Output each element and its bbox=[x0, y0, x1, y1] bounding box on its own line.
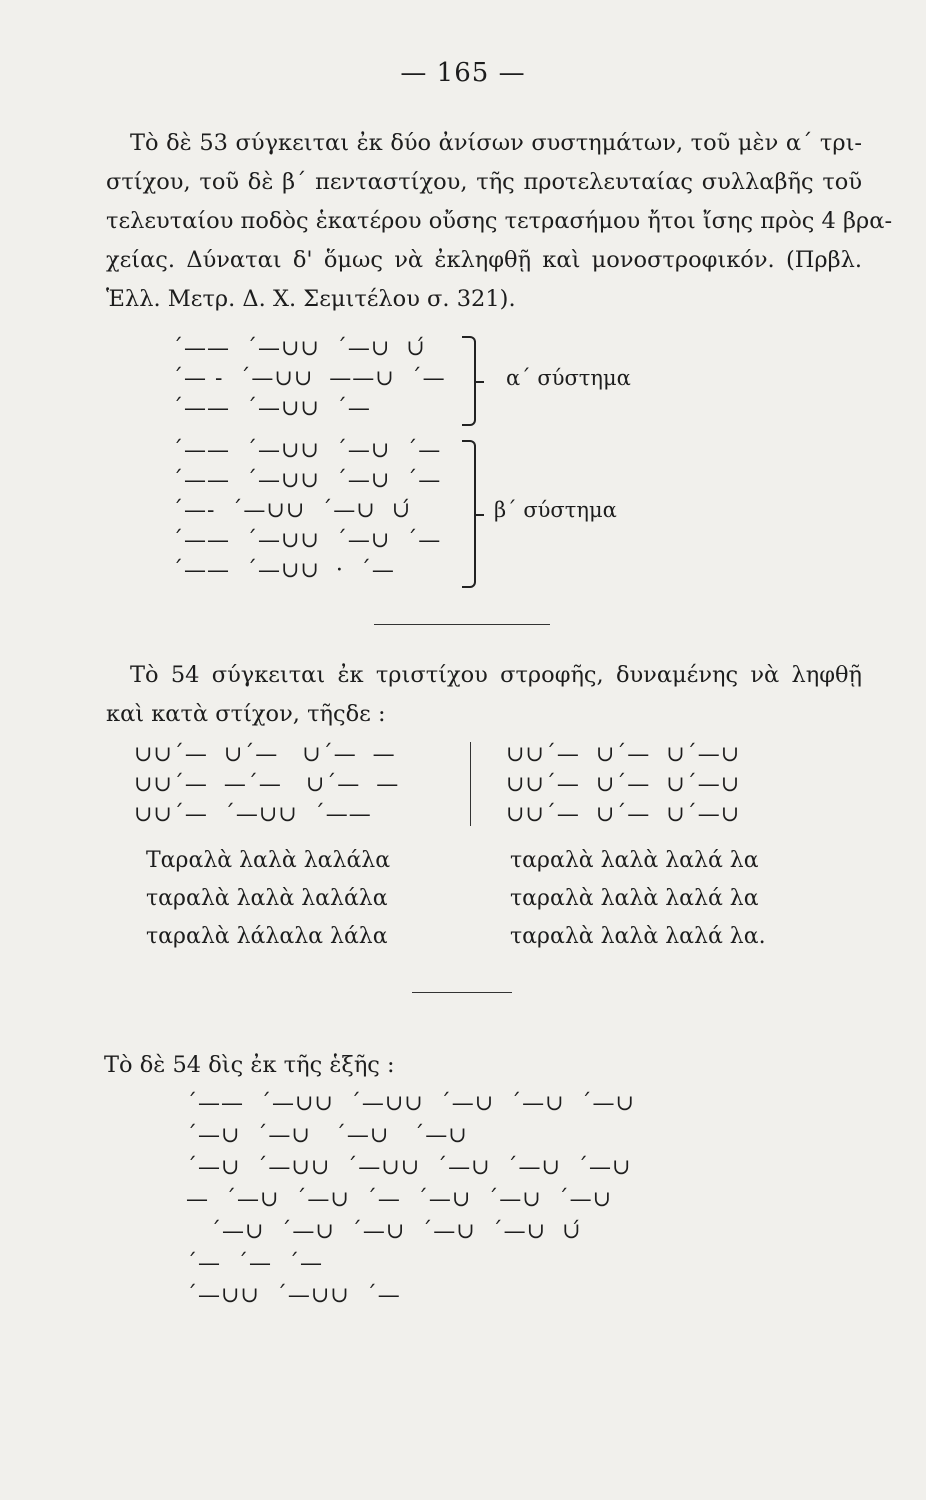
metrical-line: ´— - ´—∪∪ ——∪ ´— bbox=[172, 366, 446, 391]
metrical-line: ∪∪´— ∪´— ∪´— — bbox=[134, 742, 396, 767]
metrical-line: ´—∪ ´—∪∪ ´—∪∪ ´—∪ ´—∪ ´—∪ bbox=[186, 1155, 632, 1180]
verse-line: ταραλὰ λάλαλα λάλα bbox=[146, 924, 388, 949]
paragraph-54 bbox=[106, 656, 862, 734]
text-line: χείας. Δύναται δ' ὅμως νὰ ἐκληφθῇ καὶ μονοστροφικόν. (Πρβλ. bbox=[106, 247, 862, 273]
metrical-line: ´—— ´—∪∪ ´— bbox=[172, 396, 371, 421]
metrical-line: ´—∪ ´—∪ ´—∪ ´—∪ ´—∪ ∪́ bbox=[186, 1219, 582, 1244]
metrical-line: ´—— ´—∪∪ ´—∪∪ ´—∪ ´—∪ ´—∪ bbox=[186, 1091, 635, 1116]
metrical-line: ´—∪ ´—∪ ´—∪ ´—∪ bbox=[186, 1123, 468, 1148]
metrical-scheme-c bbox=[186, 1088, 635, 1312]
text-line: Τὸ 54 σύγκειται ἐκ τριστίχου στροφῆς, δυναμένης νὰ ληφθῇ bbox=[130, 662, 862, 688]
page-number: — 165 — bbox=[400, 58, 526, 88]
metrical-line: ´—∪∪ ´—∪∪ ´— bbox=[186, 1283, 401, 1308]
intro-paragraph bbox=[106, 124, 893, 319]
system-label-b: β΄ σύστημα bbox=[494, 498, 617, 522]
column-divider bbox=[470, 742, 471, 826]
section-divider bbox=[374, 624, 550, 625]
metrical-line: ´—— ´—∪∪ ´—∪ ´— bbox=[172, 438, 442, 463]
metrical-line: ∪∪´— ´—∪∪ ´—— bbox=[134, 802, 372, 827]
text-line: τελευταίου ποδὸς ἑκατέρου οὔσης τετρασήμου ἤτοι ἴσης πρὸς 4 βρα- bbox=[106, 208, 893, 234]
verse-line: ταραλὰ λαλὰ λαλά λα bbox=[510, 886, 759, 911]
section-divider bbox=[412, 992, 512, 993]
verse-left bbox=[146, 842, 390, 956]
meter-left bbox=[134, 740, 399, 830]
metrical-line: ∪∪´— ∪´— ∪´—∪ bbox=[506, 802, 741, 827]
brace-b bbox=[462, 440, 476, 588]
metrical-scheme-a bbox=[172, 334, 446, 424]
text-line: Τὸ δὲ 54 δὶς ἐκ τῆς ἑξῆς : bbox=[104, 1052, 395, 1078]
metrical-line: ´—— ´—∪∪ ´—∪ ´— bbox=[172, 468, 442, 493]
text-line: καὶ κατὰ στίχον, τῆςδε : bbox=[106, 701, 386, 727]
meter-right bbox=[506, 740, 740, 830]
paragraph-54-bis bbox=[104, 1046, 395, 1085]
metrical-line: ´—— ´—∪∪ ´—∪ ´— bbox=[172, 528, 442, 553]
verse-line: ταραλὰ λαλὰ λαλά λα bbox=[510, 848, 759, 873]
metrical-line: ∪∪´— ∪´— ∪´—∪ bbox=[506, 772, 741, 797]
text-line: Ἑλλ. Μετρ. Δ. Χ. Σεμιτέλου σ. 321). bbox=[106, 286, 516, 312]
metrical-scheme-b bbox=[172, 436, 441, 586]
metrical-line: ´—‐ ´—∪∪ ´—∪ ∪́ bbox=[172, 498, 412, 523]
system-label-a: α΄ σύστημα bbox=[506, 366, 631, 390]
text-line: στίχου, τοῦ δὲ β΄ πενταστίχου, τῆς προτελευταίας συλλαβῆς τοῦ bbox=[106, 169, 862, 195]
metrical-line: ´—— ´—∪∪ ´—∪ ∪́ bbox=[172, 336, 426, 361]
verse-right bbox=[510, 842, 766, 956]
metrical-line: — ´—∪ ´—∪ ´— ´—∪ ´—∪ ´—∪ bbox=[186, 1187, 613, 1212]
brace-a bbox=[462, 336, 476, 426]
metrical-line: ´— ´— ´— bbox=[186, 1251, 323, 1276]
verse-line: Ταραλὰ λαλὰ λαλάλα bbox=[146, 848, 391, 873]
metrical-line: ´—— ´—∪∪ · ´— bbox=[172, 558, 395, 583]
metrical-line: ∪∪´— —´— ∪´— — bbox=[134, 772, 400, 797]
verse-line: ταραλὰ λαλὰ λαλά λα. bbox=[510, 924, 766, 949]
verse-line: ταραλὰ λαλὰ λαλάλα bbox=[146, 886, 388, 911]
metrical-line: ∪∪´— ∪´— ∪´—∪ bbox=[506, 742, 741, 767]
text-line: Τὸ δὲ 53 σύγκειται ἐκ δύο ἀνίσων συστημάτων, τοῦ μὲν α΄ τρι- bbox=[130, 130, 862, 156]
